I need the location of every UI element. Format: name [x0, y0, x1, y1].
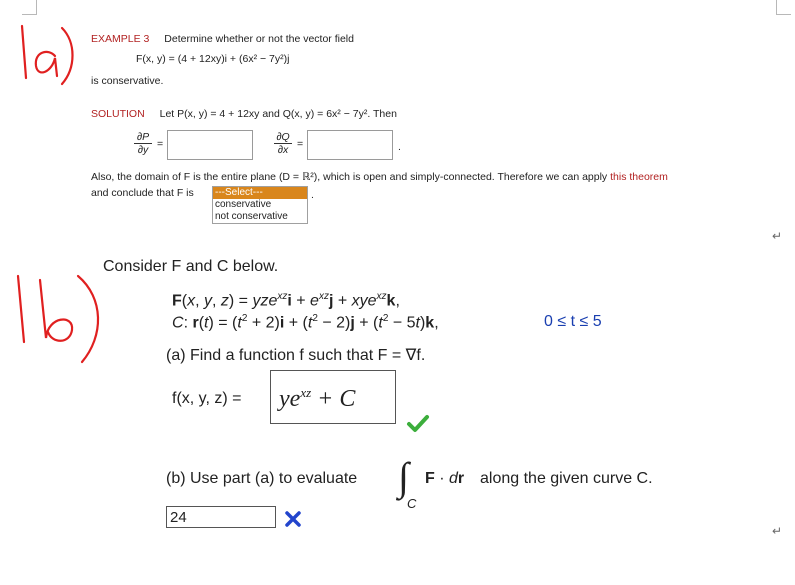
curve-c: C: $r(t) = (t^2 + 2)i + (t^2 - 2)j + (t^2 - 5t)k$, — [172, 313, 439, 332]
solution-label: SOLUTION — [91, 108, 145, 120]
solution-line — [91, 108, 397, 120]
integral-sign-icon: ∫ — [398, 454, 409, 499]
dq-answer-box[interactable] — [307, 130, 393, 160]
integrand: F · dr — [425, 470, 465, 487]
incorrect-x-icon — [284, 510, 302, 528]
dropdown-option-conservative[interactable]: conservative — [215, 199, 272, 210]
dq-numerator: ∂Q — [274, 131, 292, 144]
solution-let: Let P(x, y) = 4 + 12xy and Q(x, y) = 6x² − 7y². Then — [159, 108, 397, 120]
theorem-link[interactable]: this theorem — [610, 171, 668, 183]
partial-p-fraction — [134, 131, 152, 156]
domain-line — [91, 171, 668, 183]
dp-denominator: ∂y — [137, 144, 149, 156]
question-a: (a) Find a function f such that F = ∇f. — [166, 347, 426, 364]
question-b-post: along the given curve C. — [480, 470, 653, 487]
conclude-text: and conclude that F is — [91, 187, 194, 199]
dp-answer-box[interactable] — [167, 130, 253, 160]
question-b-pre: (b) Use part (a) to evaluate — [166, 470, 358, 487]
example-prompt: Determine whether or not the vector field — [164, 33, 354, 45]
integral-subscript: C — [407, 496, 417, 511]
page-corner-top-left — [22, 0, 37, 15]
period-conclude: . — [311, 189, 314, 201]
cursor-return-icon: ↵ — [772, 524, 783, 538]
integral-answer-input[interactable]: 24 — [166, 506, 276, 528]
dq-denominator: ∂x — [277, 144, 289, 156]
return-mark-icon: ↵ — [772, 229, 783, 243]
equals-sign-2: = — [297, 138, 304, 150]
f-label: f(x, y, z) = — [172, 390, 242, 407]
correct-check-icon — [406, 414, 430, 434]
partial-q-fraction — [274, 131, 292, 156]
vector-field-a: F(x, y) = (4 + 12xy)i + (6x² − 7y²)j — [136, 53, 290, 65]
period-a: . — [398, 141, 401, 153]
f-answer-box[interactable] — [270, 370, 396, 424]
conservative-dropdown[interactable] — [212, 186, 308, 224]
domain-text: Also, the domain of F is the entire plane (D = ℝ²), which is open and simply-connected. Therefore we can apply — [91, 171, 608, 183]
f-answer-display: $ye^{xz} + C$ — [279, 385, 356, 412]
dropdown-selected-option[interactable]: ---Select--- — [213, 187, 307, 199]
is-conservative-text: is conservative. — [91, 75, 164, 87]
handwritten-label-1a — [10, 20, 80, 90]
consider-intro: Consider F and C below. — [103, 258, 279, 275]
example-header — [91, 33, 354, 45]
equals-sign-1: = — [157, 138, 164, 150]
dropdown-option-not-conservative[interactable]: not conservative — [215, 211, 288, 222]
page-corner-top-right — [776, 0, 791, 15]
handwritten-label-1b — [12, 270, 108, 366]
t-range: 0 ≤ t ≤ 5 — [544, 313, 602, 330]
dp-numerator: ∂P — [134, 131, 152, 144]
example-label: EXAMPLE 3 — [91, 33, 150, 45]
vector-field-b: F(x, y, $z) = yze^{xz}i + e^{xz}j + xye^{xz}k$, — [172, 291, 400, 310]
